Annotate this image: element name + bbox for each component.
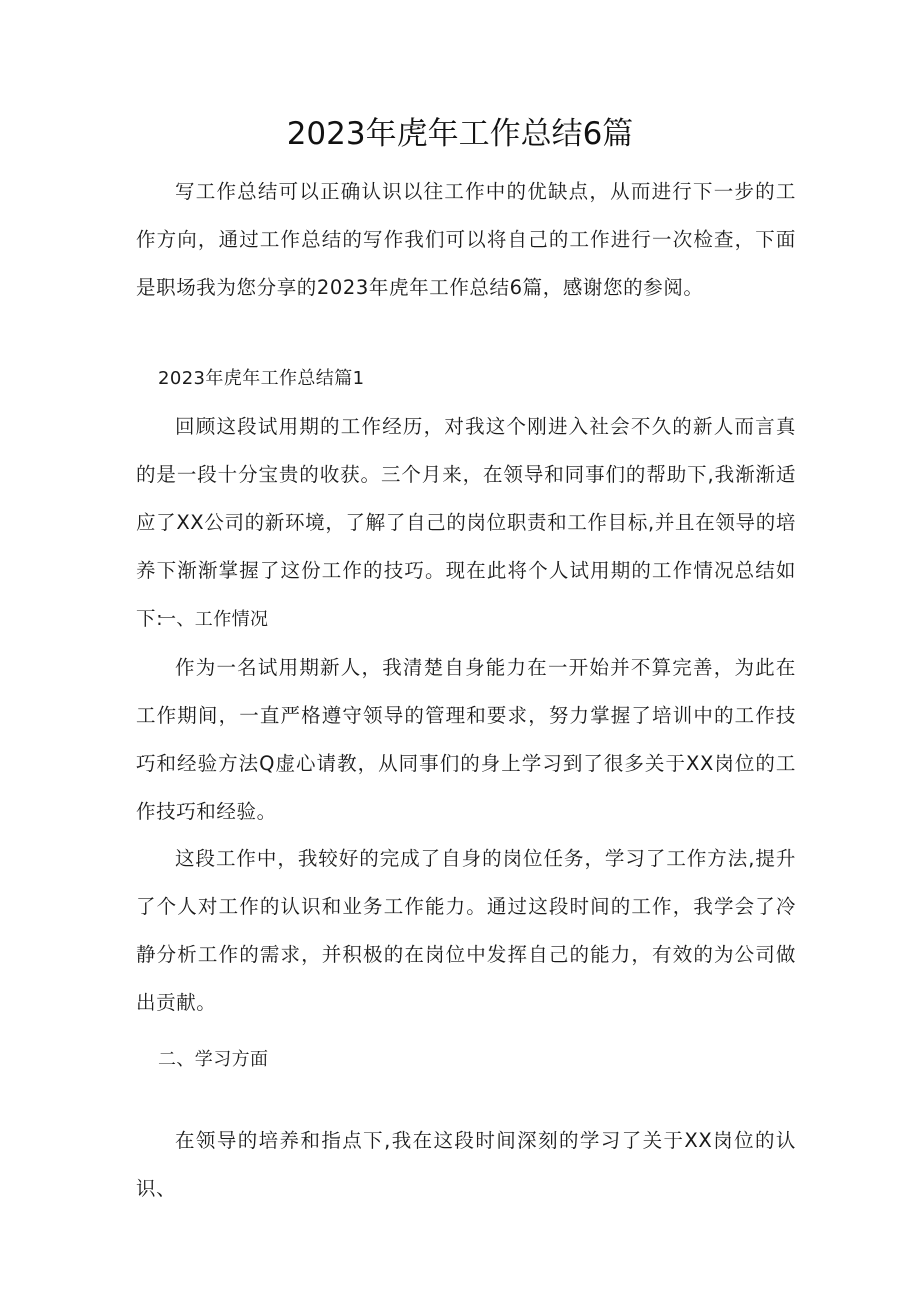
intro-paragraph: 写工作总结可以正确认识以往工作中的优缺点，从而进行下一步的工作方向，通过工作总结的写作我们可以将自己的工作进行一次检查，下面是职场我为您分享的2023年虎年工作总结6篇，感谢您的参阅。 bbox=[136, 180, 796, 299]
subheading-work-situation: 一、工作情况 bbox=[158, 609, 269, 630]
document-title: 2023年虎年工作总结6篇 bbox=[286, 116, 634, 152]
work-paragraph-1: 作为一名试用期新人，我清楚自身能力在一开始并不算完善，为此在工作期间，一直严格遵守领导的管理和要求，努力掌握了培训中的工作技巧和经验方法Q虚心请教，从同事们的身上学习到了很多关于XX岗位的工作技巧和经验。 bbox=[136, 656, 796, 823]
section1-paragraph: 回顾这段试用期的工作经历，对我这个刚进入社会不久的新人而言真的是一段十分宝贵的收获。三个月来，在领导和同事们的帮助下,我渐渐适应了XX公司的新环境，了解了自己的岗位职责和工作目标,并且在领导的培养下渐渐掌握了这份工作的技巧。现在此将个人试用期的工作情况总结如下: bbox=[136, 415, 796, 630]
study-paragraph-1: 在领导的培养和指点下,我在这段时间深刻的学习了关于XX岗位的认识、 bbox=[136, 1129, 796, 1200]
work-paragraph-2: 这段工作中，我较好的完成了自身的岗位任务，学习了工作方法,提升了个人对工作的认识和业务工作能力。通过这段时间的工作，我学会了冷静分析工作的需求，并积极的在岗位中发挥自己的能力，有效的为公司做出贡献。 bbox=[136, 847, 796, 1014]
section-heading-1: 2023年虎年工作总结篇1 bbox=[158, 368, 365, 389]
subheading-study: 二、学习方面 bbox=[158, 1049, 269, 1070]
